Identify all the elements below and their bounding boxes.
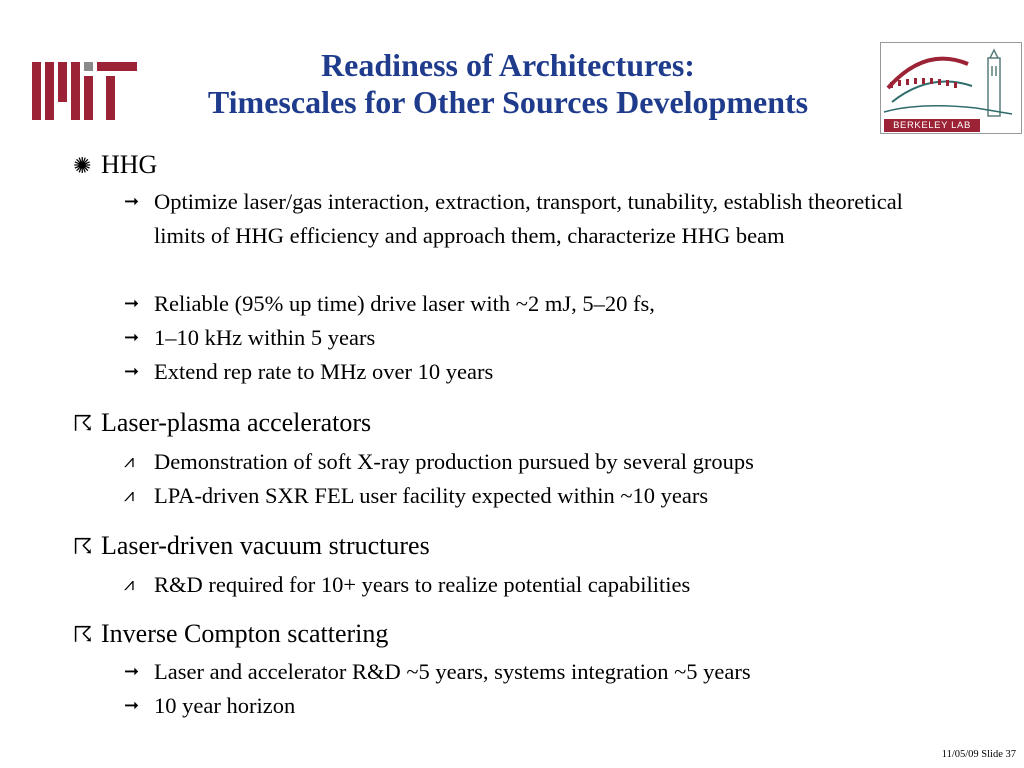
list-item	[124, 321, 944, 355]
caret-bullet-icon: ⩘	[124, 485, 135, 506]
section-label: Inverse Compton scattering	[101, 619, 389, 648]
list-item	[124, 689, 944, 723]
item-text: Reliable (95% up time) drive laser with ~2 mJ, 5–20 fs,	[154, 291, 655, 316]
section-inverse-compton-scattering	[73, 619, 388, 650]
item-text: Demonstration of soft X-ray production pursued by several groups	[154, 449, 754, 474]
section-label: Laser-plasma accelerators	[101, 408, 372, 437]
title-line-1: Readiness of Architectures:	[321, 47, 695, 83]
arrow-bullet-icon: ➞	[124, 191, 140, 212]
item-text: 1–10 kHz within 5 years	[154, 325, 376, 350]
section-laser-driven-vacuum-structures	[73, 531, 430, 562]
arrow-bullet-icon: ➞	[124, 293, 140, 314]
section-label: HHG	[101, 150, 158, 179]
item-text: 10 year horizon	[154, 693, 296, 718]
lightning-bullet-icon: ☈	[73, 622, 93, 647]
section-laser-plasma-accelerators	[73, 408, 371, 439]
section-hhg	[73, 150, 157, 181]
caret-bullet-icon: ⩘	[124, 574, 135, 595]
list-item	[124, 355, 944, 389]
lightning-bullet-icon: ☈	[73, 534, 93, 559]
list-item	[124, 287, 944, 321]
item-text: Extend rep rate to MHz over 10 years	[154, 359, 494, 384]
arrow-bullet-icon: ➞	[124, 327, 140, 348]
item-text: LPA-driven SXR FEL user facility expected within ~10 years	[154, 483, 709, 508]
item-text: Optimize laser/gas interaction, extraction, transport, tunability, establish theoretical limits of HHG efficiency and approach them, characterize HHG beam	[154, 189, 903, 248]
list-item	[124, 185, 944, 253]
list-item	[124, 568, 944, 602]
berkeley-lab-label: BERKELEY LAB	[893, 120, 971, 131]
lightning-bullet-icon: ☈	[73, 411, 93, 436]
section-label: Laser-driven vacuum structures	[101, 531, 430, 560]
starburst-bullet-icon: ✺	[73, 153, 92, 178]
item-text: R&D required for 10+ years to realize potential capabilities	[154, 572, 691, 597]
list-item	[124, 445, 944, 479]
list-item	[124, 479, 944, 513]
caret-bullet-icon: ⩘	[124, 451, 135, 472]
list-item	[124, 655, 944, 689]
item-text: Laser and accelerator R&D ~5 years, systems integration ~5 years	[154, 659, 751, 684]
arrow-bullet-icon: ➞	[124, 361, 140, 382]
arrow-bullet-icon: ➞	[124, 695, 140, 716]
slide-footer: 11/05/09 Slide 37	[941, 749, 1016, 760]
title-line-2: Timescales for Other Sources Developments	[207, 84, 809, 120]
arrow-bullet-icon: ➞	[124, 661, 140, 682]
